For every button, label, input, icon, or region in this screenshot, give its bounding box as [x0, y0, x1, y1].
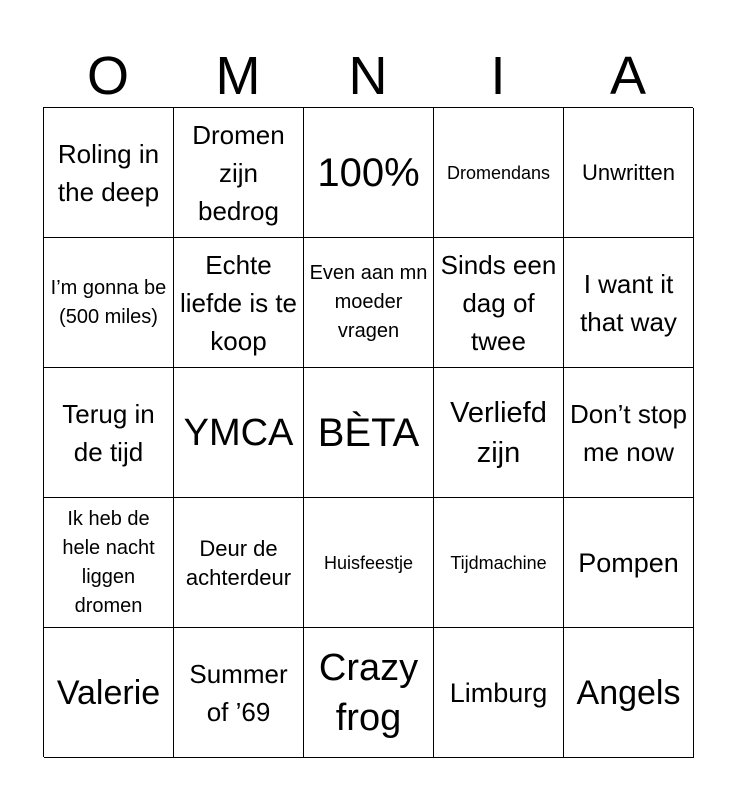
bingo-cell-text: Tijdmachine	[450, 552, 547, 573]
bingo-cell[interactable]	[434, 368, 564, 498]
bingo-cell-text: Dromendans	[446, 162, 551, 183]
bingo-cell-text: I’m gonna be (500 miles)	[50, 276, 167, 328]
bingo-cell-text: Sinds een dag of twee	[440, 249, 557, 356]
bingo-cell-text: Roling in the deep	[57, 138, 160, 207]
bingo-cell-text: I want it that way	[580, 268, 677, 337]
bingo-cell[interactable]	[174, 628, 304, 758]
bingo-cell-text: Pompen	[578, 547, 679, 578]
bingo-cell[interactable]	[434, 238, 564, 368]
bingo-card-grid	[43, 107, 693, 757]
bingo-cell[interactable]	[174, 108, 304, 238]
bingo-cell[interactable]	[304, 368, 434, 498]
bingo-cell-text: Don’t stop me now	[569, 398, 688, 467]
bingo-cell[interactable]	[564, 368, 694, 498]
bingo-cell-text: Crazy frog	[318, 646, 419, 739]
bingo-cell[interactable]	[434, 498, 564, 628]
bingo-cell[interactable]	[44, 238, 174, 368]
bingo-cell-text: Limburg	[449, 677, 548, 708]
bingo-cell[interactable]	[304, 238, 434, 368]
bingo-cell[interactable]	[434, 628, 564, 758]
bingo-cell[interactable]	[434, 108, 564, 238]
header-letter-o: O	[86, 46, 129, 106]
header-letter-n: N	[348, 46, 388, 106]
bingo-cell[interactable]	[564, 108, 694, 238]
bingo-cell[interactable]	[564, 238, 694, 368]
bingo-cell-text: Verliefd zijn	[450, 396, 547, 469]
bingo-cell[interactable]	[564, 628, 694, 758]
bingo-cell-text: Terug in de tijd	[62, 398, 155, 467]
bingo-cell-text: Echte liefde is te koop	[179, 249, 298, 356]
bingo-cell-text: Deur de achterdeur	[185, 535, 292, 590]
bingo-cell[interactable]	[564, 498, 694, 628]
bingo-cell[interactable]	[44, 108, 174, 238]
bingo-cell[interactable]	[174, 238, 304, 368]
header-letter-m: M	[215, 46, 261, 106]
bingo-cell-text: Angels	[576, 673, 681, 712]
bingo-cell-text: Ik heb de hele nacht liggen dromen	[62, 507, 155, 617]
bingo-cell[interactable]	[304, 498, 434, 628]
bingo-cell-text: Even aan mn moeder vragen	[309, 262, 428, 342]
bingo-cell-text: 100%	[317, 150, 420, 195]
bingo-cell[interactable]	[174, 498, 304, 628]
bingo-header	[43, 44, 693, 108]
bingo-cell[interactable]	[44, 368, 174, 498]
header-letter-i: I	[490, 46, 506, 106]
bingo-cell-text: YMCA	[183, 411, 294, 454]
bingo-cell-text: Huisfeestje	[323, 552, 414, 573]
header-letter-a: A	[609, 46, 647, 106]
bingo-cell-text: Unwritten	[582, 159, 675, 185]
bingo-cell[interactable]	[304, 628, 434, 758]
bingo-cell-text: BÈTA	[317, 410, 420, 455]
bingo-cell-text: Valerie	[56, 673, 161, 712]
bingo-cell[interactable]	[44, 628, 174, 758]
bingo-cell[interactable]	[304, 108, 434, 238]
bingo-cell-text: Dromen zijn bedrog	[192, 119, 285, 226]
bingo-cell[interactable]	[174, 368, 304, 498]
bingo-cell-text: Summer of ’69	[189, 658, 288, 727]
bingo-cell[interactable]	[44, 498, 174, 628]
